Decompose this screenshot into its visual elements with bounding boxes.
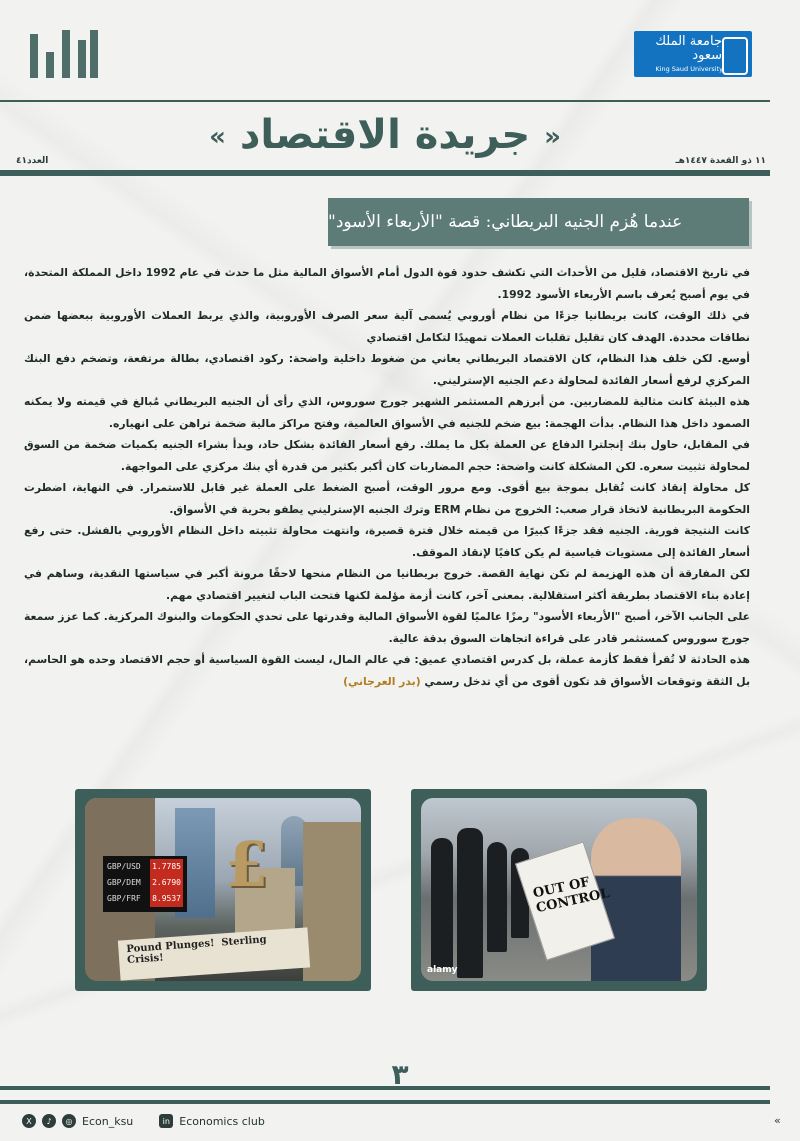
title-mark-right: » — [544, 122, 561, 152]
social-handle[interactable]: Econ_ksu — [82, 1114, 134, 1128]
article-paragraph: لكن المفارقة أن هذه الهزيمة لم تكن نهاية القصة. خروج بريطانيا من النظام منحها لاحقًا مرونة أكبر في سياستها النقدية، وساهم في إعادة بناء الاقتصاد بطريقة أكثر استقلالية. بمعنى آخر، كانت أزمة مؤلمة لكنها فتحت الباب لتغيير اقتصادي مهم. — [24, 567, 750, 602]
closing-sentence: هذه الحادثة لا تُقرأ فقط كأزمة عملة، بل كدرس اقتصادي عميق: في عالم المال، ليست القوة السياسية أو حجم الاقتصاد وحده هو الحاسم، بل الثقة وتوقعات الأسواق قد تكون أقوى من أي تدخل رسمي — [24, 653, 750, 688]
article-paragraph: أوسع. لكن خلف هذا النظام، كان الاقتصاد البريطاني يعاني من ضغوط داخلية واضحة: ركود اقتصادي، بطالة مرتفعة، وتضخم دفع البنك المركزي لرفع أسعار الفائدة لمحاولة دعم الجنيه الإسترليني. — [24, 352, 750, 387]
article-paragraph: هذه البيئة كانت مثالية للمضاربين. من أبرزهم المستثمر الشهير جورج سوروس، الذي رأى أن الجنيه البريطاني مُبالغ في قيمته ولا يمكنه الصمود داخل هذا النظام. بدأت الهجمة: بيع ضخم للجنيه في الأسواق العالمية، وفتح مراكز مالية ضخمة تراهن على انهياره. — [24, 395, 750, 430]
author-name: (بدر العرجاني) — [343, 674, 421, 688]
header-divider — [0, 100, 770, 102]
article-paragraph: كل محاولة إنقاذ كانت تُقابل بموجة بيع أقوى. ومع مرور الوقت، أصبح الضغط على العملة غير قابل للاستمرار. في النهاية، اضطرت الحكومة البريطانية لاتخاذ قرار صعب: الخروج من نظام ERM وترك الجنيه الإسترليني يطفو بحرية في الأسواق. — [24, 481, 750, 516]
article-body — [24, 262, 750, 692]
issue-date: ١١ ذو القعدة ١٤٤٧هـ — [675, 156, 766, 166]
watermark: alamy — [427, 965, 458, 975]
article-paragraph: في المقابل، حاول بنك إنجلترا الدفاع عن العملة بكل ما يملك. رفع أسعار الفائدة بشكل حاد، وبدأ بشراء الجنيه بكميات ضخمة من السوق لمحاولة تثبيت سعره. لكن المشكلة كانت واضحة: حجم المضاربات كان أكبر بكثير من قدرة أي بنك مركزي على المواجهة. — [24, 438, 750, 473]
linkedin-icon[interactable]: in — [159, 1114, 173, 1128]
footer-divider-bottom — [0, 1100, 770, 1104]
ksu-emblem-icon — [722, 37, 748, 75]
title-mark-left: « — [209, 122, 226, 152]
title-divider — [0, 170, 770, 176]
social-links — [22, 1114, 265, 1128]
newspaper-title — [0, 112, 770, 158]
london-finance-image-frame — [75, 789, 371, 991]
tiktok-icon[interactable]: ♪ — [42, 1114, 56, 1128]
article-paragraph: في تاريخ الاقتصاد، قليل من الأحداث التي تكشف حدود قوة الدول أمام الأسواق المالية مثل ما حدث في عام 1992 داخل المملكة المتحدة، في يوم أصبح يُعرف باسم الأربعاء الأسود 1992. — [24, 266, 751, 301]
exchange-rate-board: GBP/USD 1.7785 GBP/DEM 2.6790 GBP/FRF 8.9537 — [103, 856, 187, 912]
article-paragraph: كانت النتيجة فورية. الجنيه فقد جزءًا كبيرًا من قيمته خلال فترة قصيرة، وانتهت محاولة تثبيته داخل النظام الأوروبي بالفشل. حتى رفع أسعار الفائدة إلى مستويات قياسية لم يكن كافيًا لإنقاذ الموقف. — [24, 524, 750, 559]
article-paragraph: في ذلك الوقت، كانت بريطانيا جزءًا من نظام أوروبي يُسمى آلية سعر الصرف الأوروبية، والذي يربط العملات الأوروبية ببعضها ضمن نطاقات محددة. الهدف كان تقليل تقلبات العملات تمهيدًا لتكامل اقتصادي — [24, 309, 750, 344]
london-finance-image — [85, 798, 361, 981]
newspaper-headlines: Pound Plunges! Sterling Crisis! — [118, 927, 310, 980]
ksu-name-ar: جامعة الملك سعود — [655, 34, 722, 63]
ksu-name-en: King Saud University — [655, 65, 723, 73]
article-paragraph-last — [24, 649, 750, 692]
article-headline: عندما هُزم الجنيه البريطاني: قصة "الأربعاء الأسود" — [328, 198, 749, 246]
newspaper-reader-image-frame — [411, 789, 707, 991]
newspaper-logo — [30, 30, 98, 78]
club-name[interactable]: Economics club — [179, 1114, 265, 1128]
x-icon[interactable]: X — [22, 1114, 36, 1128]
ksu-logo — [634, 31, 752, 77]
newspaper-prop: OUT OF CONTROL — [515, 841, 615, 960]
article-paragraph: على الجانب الآخر، أصبح "الأربعاء الأسود" رمزًا عالميًا لقوة الأسواق المالية وقدرتها على تحدي الحكومات والبنوك المركزية. كما عزز سمعة جورج سوروس كمستثمر قادر على قراءة اتجاهات السوق بدقة عالية. — [24, 610, 750, 645]
page-number: ٣ — [391, 1058, 409, 1091]
chevron-left-icon: « — [774, 1114, 781, 1127]
title-text: جريدة الاقتصاد — [239, 112, 531, 158]
instagram-icon[interactable]: ◎ — [62, 1114, 76, 1128]
pound-sign-icon: £ — [225, 828, 269, 901]
issue-number: العدد٤١ — [16, 156, 49, 166]
newspaper-reader-image — [421, 798, 697, 981]
